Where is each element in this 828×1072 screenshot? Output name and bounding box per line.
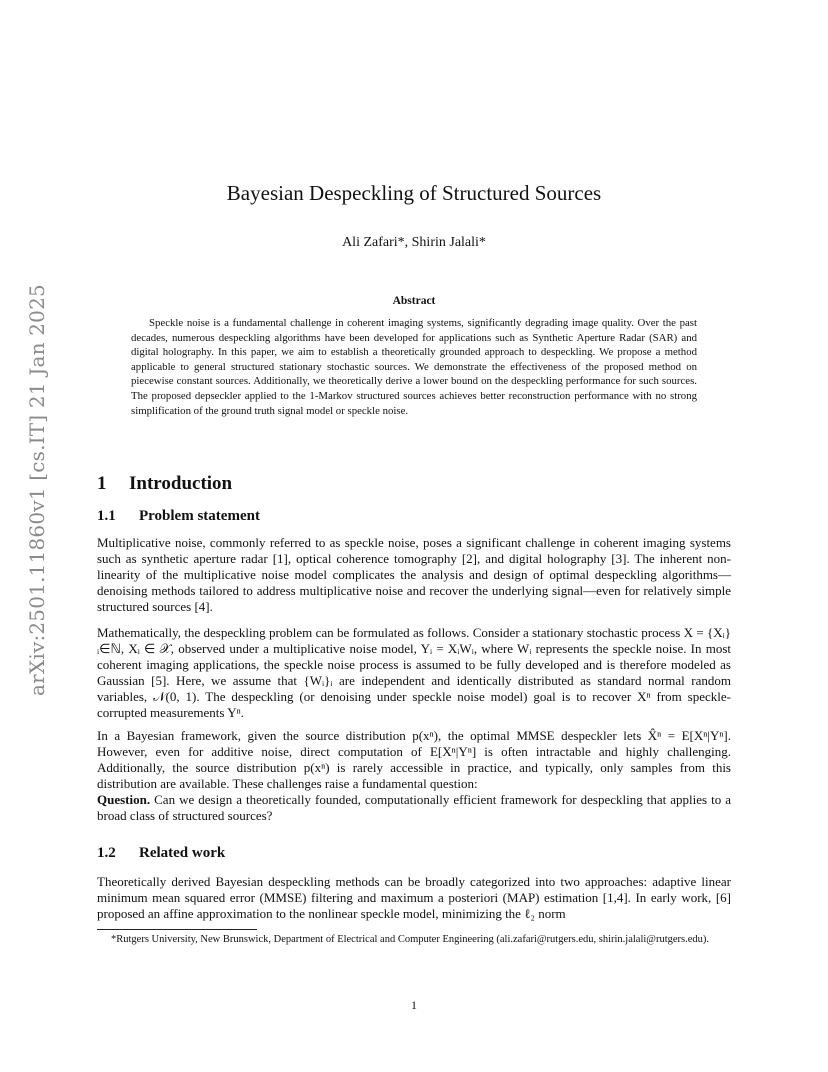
paper-title: Bayesian Despeckling of Structured Sources	[226, 181, 602, 205]
paragraph-intro-speckle: Multiplicative noise, commonly referred to as speckle noise, poses a significant challenge in coherent imaging systems such as synthetic aperture radar [1], optical coherence tomography [2], and digital holography [3]. The inherent non-linearity of the multiplicative noise model complicates the analysis and design of optimal despeckling algorithms—denoising methods tailored to address multiplicative noise and recover the underlying signal—even for relatively simple structured sources [4].	[97, 535, 731, 614]
footnote-rule	[97, 929, 257, 930]
abstract-text: Speckle noise is a fundamental challenge in coherent imaging systems, significantly degrading image quality. Over the past decades, numerous despeckling algorithms have been developed for applications such as Synthetic Aperture Radar (SAR) and digital holography. In this paper, we aim to establish a theoretically grounded approach to despeckling. We propose a method applicable to general structured stationary stochastic sources. We demonstrate the effectiveness of the proposed method on piecewise constant sources. Additionally, we theoretically derive a lower bound on the despeckling performance for such sources. The proposed depseckler applied to the 1-Markov structured sources achieves better reconstruction performance with no strong simplification of the ground truth signal model or speckle noise.	[131, 317, 697, 417]
paragraph-problem-formulation: Mathematically, the despeckling problem can be formulated as follows. Consider a stationary stochastic process X = {Xᵢ}ᵢ∈ℕ, Xᵢ ∈ 𝒳, observed under a multiplicative noise model, Yᵢ = XᵢWᵢ, where Wᵢ represents the speckle noise. In most coherent imaging applications, the speckle noise process is assumed to be fully developed and is therefore modeled as Gaussian [5]. Here, we assume that {Wᵢ}ᵢ are independent and identically distributed as standard normal random variables, 𝒩(0, 1). The despeckling (or denoising under speckle noise model) goal is to recover Xⁿ from speckle-corrupted measurements Yⁿ.	[97, 625, 731, 720]
subsection-number: 1.1	[97, 508, 116, 524]
question-text: Can we design a theoretically founded, computationally efficient framework for despeckling that applies to a broad class of structured sources?	[97, 792, 732, 823]
subsection-title: Problem statement	[139, 508, 260, 524]
subsection-heading-problem-statement	[97, 508, 260, 525]
subsection-title: Related work	[139, 845, 226, 861]
paragraph-bayesian-framework	[97, 728, 731, 824]
section-heading-introduction	[97, 473, 232, 495]
paragraph-text: In a Bayesian framework, given the source distribution p(xⁿ), the optimal MMSE despeckler lets X̂ⁿ = E[Xⁿ|Yⁿ]. However, even for additive noise, direct computation of E[Xⁿ|Yⁿ] is often intractable and highly challenging. Additionally, the source distribution p(xⁿ) is rarely accessible in practice, and typically, only samples from this distribution are available. These challenges raise a fundamental question:	[97, 728, 731, 791]
arxiv-side-stamp	[14, 284, 60, 696]
abstract-heading: Abstract	[392, 295, 436, 307]
subsection-heading-related-work	[97, 845, 225, 862]
affiliation-footnote: *Rutgers University, New Brunswick, Department of Electrical and Computer Engineering (ali.zafari@rutgers.edu, shirin.jalali@rutgers.edu).	[111, 934, 710, 945]
section-number: 1	[97, 473, 107, 494]
section-title: Introduction	[129, 473, 233, 494]
question-label: Question.	[97, 792, 151, 807]
paper-authors: Ali Zafari*, Shirin Jalali*	[342, 235, 486, 250]
arxiv-identifier: arXiv:2501.11860v1 [cs.IT] 21 Jan 2025	[25, 284, 49, 696]
page-number: 1	[411, 998, 417, 1012]
subsection-number: 1.2	[97, 845, 116, 861]
paragraph-related-work: Theoretically derived Bayesian despeckling methods can be broadly categorized into two approaches: adaptive linear minimum mean squared error (MMSE) filtering and maximum a posteriori (MAP) estimation [1,4]. In early work, [6] proposed an affine approximation to the nonlinear speckle model, minimizing the ℓ₂ norm	[97, 874, 731, 921]
